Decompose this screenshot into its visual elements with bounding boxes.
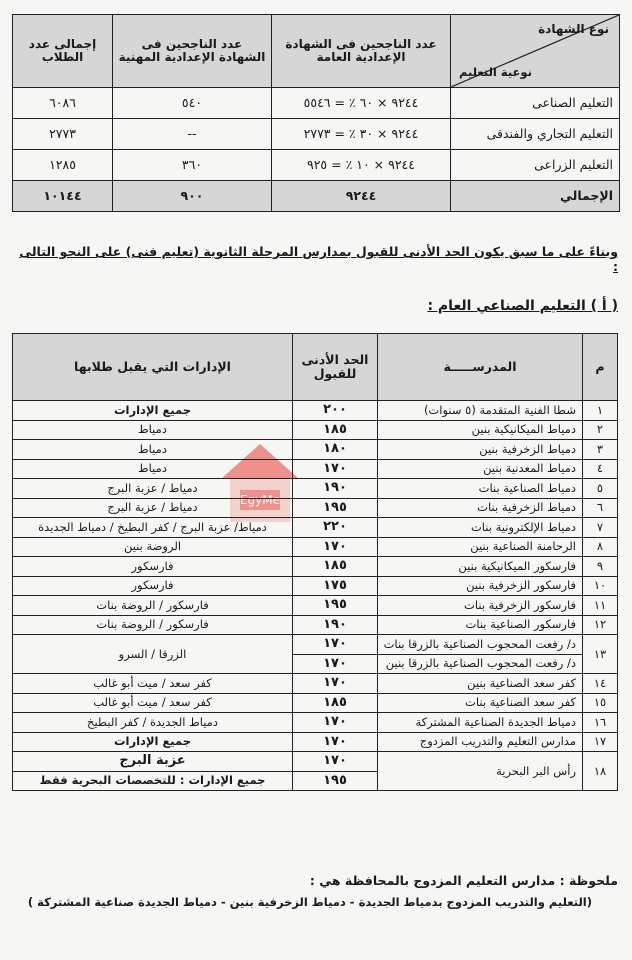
row-index: ٦ [583, 498, 618, 518]
admin-cell: الروضة بنين [13, 537, 293, 557]
admin-cell: دمياط [13, 420, 293, 440]
admin-cell: دمياط [13, 459, 293, 479]
min-score-cell: ١٩٥ [293, 596, 378, 616]
admin-cell: دمياط الجديدة / كفر البطيخ [13, 713, 293, 733]
school-cell: دمياط المعدنية بنين [378, 459, 583, 479]
min-score-cell: ١٩٠ [293, 615, 378, 635]
admission-rows [13, 674, 618, 752]
table-row [13, 401, 618, 421]
table-row [13, 420, 618, 440]
min-score-cell: ١٧٠ [293, 752, 378, 772]
table-row [13, 557, 618, 577]
total-cell: ١٢٨٥ [13, 150, 113, 181]
admin-cell: الزرقا / السرو [13, 635, 293, 674]
admin-cell: عزبة البرج [13, 752, 293, 772]
row-name: التعليم التجاري والفندقى [451, 119, 620, 150]
general-cell: ٩٢٤٤ × ٦٠ ٪ = ٥٥٤٦ [272, 88, 451, 119]
school-cell: دمياط الصناعية بنات [378, 479, 583, 499]
min-score-cell: ١٩٥ [293, 771, 378, 791]
total-row-name: الإجمالي [451, 181, 620, 212]
row-name: التعليم الصناعى [451, 88, 620, 119]
admin-cell: جميع الإدارات [13, 401, 293, 421]
row-index: ١٢ [583, 615, 618, 635]
table-row [13, 615, 618, 635]
general-header: عدد الناجحين فى الشهادة الإعدادية العامة [272, 15, 451, 88]
school-cell: فارسكور الميكانيكية بنين [378, 557, 583, 577]
min-score-cell: ٢٠٠ [293, 401, 378, 421]
admin-cell: جميع الإدارات : للتخصصات البحرية فقط [13, 771, 293, 791]
row-index: ١٧ [583, 732, 618, 752]
total-general: ٩٢٤٤ [272, 181, 451, 212]
general-cell: ٩٢٤٤ × ١٠ ٪ = ٩٢٥ [272, 150, 451, 181]
table-row [13, 693, 618, 713]
min-score-cell: ١٩٥ [293, 498, 378, 518]
vocational-cell: ٣٦٠ [113, 150, 272, 181]
watermark-text: EgyMe [239, 493, 281, 507]
row-index: ١٨ [583, 752, 618, 791]
school-cell: د/ رفعت المحجوب الصناعية بالزرقا بنين [378, 654, 583, 674]
total-header: إجمالى عدد الطلاب [13, 15, 113, 88]
min-score-header: الحد الأدنى للقبول [293, 334, 378, 401]
table-row [13, 635, 618, 655]
table-row [13, 440, 618, 460]
table-row [13, 518, 618, 538]
row-index: ٢ [583, 420, 618, 440]
admission-sentence: وبناءً على ما سبق يكون الحد الأدنى للقبول بمدارس المرحلة الثانوية (تعليم فنى) على النحو التالى : [19, 244, 618, 274]
graduates-header-row [13, 15, 620, 88]
admin-cell: كفر سعد / ميت أبو غالب [13, 674, 293, 694]
min-score-cell: ١٨٥ [293, 420, 378, 440]
school-cell: دمياط الزخرفية بنين [378, 440, 583, 460]
note-line: ملحوظة : مدارس التعليم المزدوج بالمحافظة هي : [309, 873, 618, 888]
row-index: ١٠ [583, 576, 618, 596]
table-row [13, 88, 620, 119]
school-cell: دمياط الزخرفية بنات [378, 498, 583, 518]
table-row [13, 150, 620, 181]
row-index: ١٤ [583, 674, 618, 694]
min-score-cell: ١٨٥ [293, 693, 378, 713]
min-score-cell: ١٧٠ [293, 713, 378, 733]
min-score-cell: ١٨٠ [293, 440, 378, 460]
table-row [13, 674, 618, 694]
vocational-cell: ٥٤٠ [113, 88, 272, 119]
admin-cell: فارسكور / الروضة بنات [13, 596, 293, 616]
school-cell: كفر سعد الصناعية بنين [378, 674, 583, 694]
admin-cell: دمياط/ عزبة البرج / كفر البطيخ / دمياط الجديدة [13, 518, 293, 538]
graduates-table [12, 14, 620, 212]
table-row [13, 576, 618, 596]
row-index: ١١ [583, 596, 618, 616]
min-score-cell: ١٧٠ [293, 537, 378, 557]
min-score-cell: ١٧٠ [293, 459, 378, 479]
school-cell: دمياط الميكانيكية بنين [378, 420, 583, 440]
type-header: نوع الشهادة [538, 22, 609, 36]
school-cell: كفر سعد الصناعية بنات [378, 693, 583, 713]
min-score-cell: ١٨٥ [293, 557, 378, 577]
min-score-cell: ١٧٥ [293, 576, 378, 596]
table-row [13, 537, 618, 557]
admission-header-row [13, 334, 618, 401]
note-detail: (التعليم والتدريب المزدوج بدمياط الجديدة - دمياط الزخرفية بنين - دمياط الجديدة صناعية المشتركة ) [27, 895, 592, 909]
table-row [13, 498, 618, 518]
admin-cell: جميع الإدارات [13, 732, 293, 752]
min-score-cell: ١٧٠ [293, 732, 378, 752]
row-index: ١٣ [583, 635, 618, 674]
grand-total: ١٠١٤٤ [13, 181, 113, 212]
min-score-cell: ١٧٠ [293, 635, 378, 655]
min-score-cell: ١٧٠ [293, 674, 378, 694]
admin-cell: كفر سعد / ميت أبو غالب [13, 693, 293, 713]
school-cell: مدارس التعليم والتدريب المزدوج [378, 732, 583, 752]
table-row [13, 459, 618, 479]
type-diagonal-header [451, 15, 620, 88]
min-score-cell: ١٩٠ [293, 479, 378, 499]
row-index: ٨ [583, 537, 618, 557]
table-row [13, 732, 618, 752]
min-score-cell: ٢٢٠ [293, 518, 378, 538]
admin-cell: دمياط / عزبة البرج [13, 479, 293, 499]
total-cell: ٦٠٨٦ [13, 88, 113, 119]
school-cell: فارسكور الصناعية بنات [378, 615, 583, 635]
education-type-header: نوعية التعليم [459, 65, 532, 80]
school-header: المدرســـــة [378, 334, 583, 401]
row-index: ١٥ [583, 693, 618, 713]
vocational-cell: -- [113, 119, 272, 150]
school-cell: فارسكور الزخرفية بنات [378, 596, 583, 616]
admin-cell: دمياط / عزبة البرج [13, 498, 293, 518]
total-cell: ٢٧٧٣ [13, 119, 113, 150]
row-index: ١٦ [583, 713, 618, 733]
table-row [13, 596, 618, 616]
admin-cell: فارسكور [13, 576, 293, 596]
total-row [13, 181, 620, 212]
admin-cell: دمياط [13, 440, 293, 460]
row-index: ٧ [583, 518, 618, 538]
total-vocational: ٩٠٠ [113, 181, 272, 212]
school-cell: رأس البر البحرية [378, 752, 583, 791]
school-cell: د/ رفعت المحجوب الصناعية بالزرقا بنات [378, 635, 583, 655]
school-cell: الرحامنة الصناعية بنين [378, 537, 583, 557]
min-score-cell: ١٧٠ [293, 654, 378, 674]
school-cell: دمياط الجديدة الصناعية المشتركة [378, 713, 583, 733]
school-cell: فارسكور الزخرفية بنين [378, 576, 583, 596]
general-cell: ٩٢٤٤ × ٣٠ ٪ = ٢٧٧٣ [272, 119, 451, 150]
row-index: ٤ [583, 459, 618, 479]
row-name: التعليم الزراعى [451, 150, 620, 181]
admission-rows [13, 401, 618, 635]
row-index: ٣ [583, 440, 618, 460]
vocational-header: عدد الناجحين فى الشهادة الإعدادية المهنية [113, 15, 272, 88]
admin-header: الإدارات التي يقبل طلابها [13, 334, 293, 401]
table-row [13, 479, 618, 499]
admission-table [12, 333, 618, 791]
table-row [13, 752, 618, 772]
admin-cell: فارسكور / الروضة بنات [13, 615, 293, 635]
school-cell: دمياط الإلكترونية بنات [378, 518, 583, 538]
row-index: ١ [583, 401, 618, 421]
section-title: ( أ ) التعليم الصناعي العام : [427, 298, 618, 314]
table-row [13, 119, 620, 150]
school-cell: شطا الفنية المتقدمة (٥ سنوات) [378, 401, 583, 421]
row-index: ٩ [583, 557, 618, 577]
table-row [13, 713, 618, 733]
index-header: م [583, 334, 618, 401]
admin-cell: فارسكور [13, 557, 293, 577]
row-index: ٥ [583, 479, 618, 499]
